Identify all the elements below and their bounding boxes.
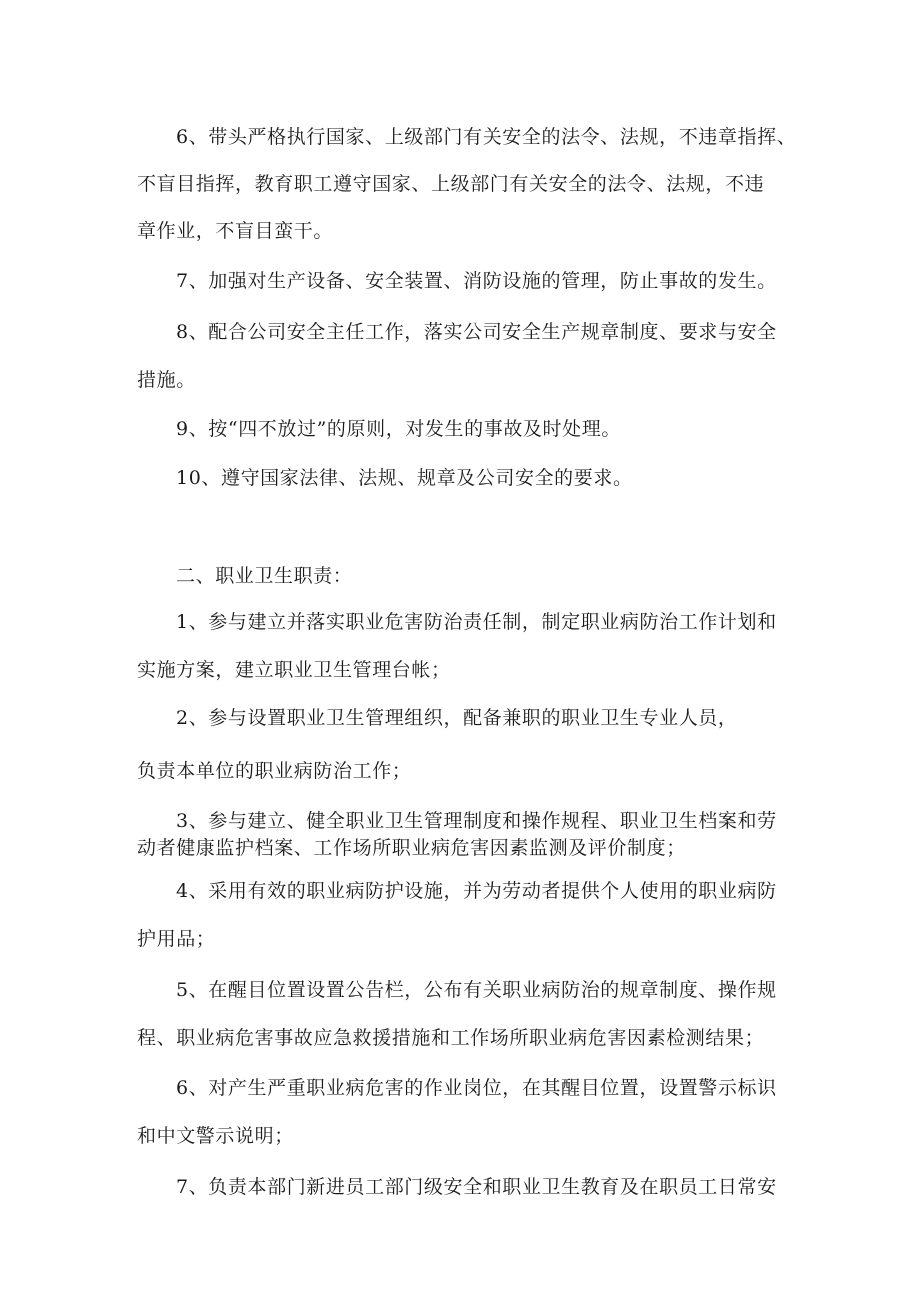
paragraph-line: 1、参与建立并落实职业危害防治责任制，制定职业病防治工作计划和: [176, 611, 777, 633]
paragraph-line: 程、职业病危害事故应急救援措施和工作场所职业病危害因素检测结果；: [137, 1027, 765, 1049]
paragraph-line: 9、按“四不放过”的原则，对发生的事故及时处理。: [176, 418, 621, 440]
section-heading: 二、职业卫生职责：: [176, 565, 353, 587]
paragraph-line: 7、加强对生产设备、安全装置、消防设施的管理，防止事故的发生。: [176, 270, 777, 292]
paragraph-line: 不盲目指挥，教育职工遵守国家、上级部门有关安全的法令、法规，不违: [137, 173, 765, 195]
paragraph-line: 6、对产生严重职业病危害的作业岗位，在其醒目位置，设置警示标识: [176, 1077, 777, 1099]
paragraph-line: 措施。: [137, 369, 196, 391]
paragraph-line: 3、参与建立、健全职业卫生管理制度和操作规程、职业卫生档案和劳: [176, 810, 777, 832]
paragraph-line: 章作业，不盲目蛮干。: [137, 220, 334, 242]
paragraph-line: 动者健康监护档案、工作场所职业病危害因素监测及评价制度；: [137, 837, 686, 859]
paragraph-line: 6、带头严格执行国家、上级部门有关安全的法令、法规，不违章指挥、: [176, 126, 796, 148]
paragraph-line: 和中文警示说明；: [137, 1125, 294, 1147]
paragraph-line: 实施方案，建立职业卫生管理台帐；: [137, 659, 451, 681]
paragraph-line: 7、负责本部门新进员工部门级安全和职业卫生教育及在职员工日常安: [176, 1176, 777, 1198]
paragraph-line: 5、在醒目位置设置公告栏，公布有关职业病防治的规章制度、操作规: [176, 979, 777, 1001]
paragraph-line: 负责本单位的职业病防治工作；: [137, 760, 412, 782]
paragraph-line: 护用品；: [137, 928, 216, 950]
paragraph-line: 2、参与设置职业卫生管理组织，配备兼职的职业卫生专业人员，: [176, 707, 738, 729]
paragraph-line: 8、配合公司安全主任工作，落实公司安全生产规章制度、要求与安全: [176, 321, 777, 343]
paragraph-line: 4、采用有效的职业病防护设施，并为劳动者提供个人使用的职业病防: [176, 880, 777, 902]
paragraph-line: 10、遵守国家法律、法规、规章及公司安全的要求。: [176, 467, 633, 489]
